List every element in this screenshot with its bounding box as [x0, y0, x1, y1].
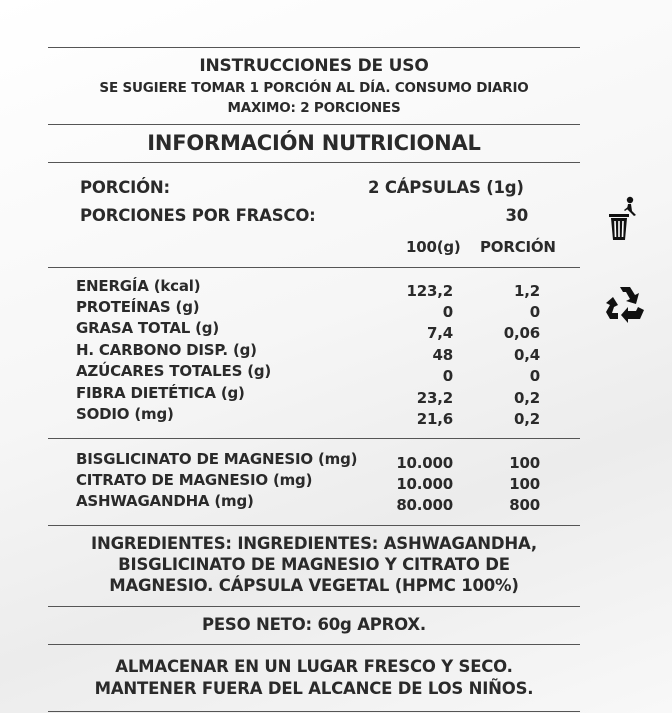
active-portion: 100 [509, 475, 540, 493]
nutrient-per100: 0 [442, 367, 453, 385]
nutrient-name: SODIO (mg) [76, 405, 174, 423]
nutrient-name: FIBRA DIETÉTICA (g) [76, 384, 245, 402]
servings-per-bottle-value: 30 [505, 206, 528, 225]
active-per100: 80.000 [396, 496, 453, 514]
ingredients-line: MAGNESIO. CÁPSULA VEGETAL (HPMC 100%) [109, 576, 519, 595]
active-name: CITRATO DE MAGNESIO (mg) [76, 471, 313, 489]
nutrient-portion: 0 [529, 303, 540, 321]
nutrient-portion: 1,2 [514, 282, 540, 300]
divider [48, 162, 580, 163]
nutrient-name: PROTEÍNAS (g) [76, 298, 200, 316]
nutrient-name: ENERGÍA (kcal) [76, 277, 201, 295]
nutrient-name: H. CARBONO DISP. (g) [76, 341, 257, 359]
nutrition-label [48, 0, 580, 713]
nutrient-portion: 0,4 [514, 346, 540, 364]
divider [48, 124, 580, 125]
serving-label: PORCIÓN: [80, 178, 170, 197]
divider [48, 438, 580, 439]
nutrient-per100: 123,2 [406, 282, 453, 300]
instructions-line: MAXIMO: 2 PORCIONES [227, 100, 401, 116]
nutrient-per100: 0 [442, 303, 453, 321]
active-portion: 800 [509, 496, 540, 514]
active-per100: 10.000 [396, 475, 453, 493]
ingredients-line: INGREDIENTES: INGREDIENTES: ASHWAGANDHA, [91, 534, 537, 553]
divider [48, 606, 580, 607]
nutrient-portion: 0,06 [503, 324, 540, 342]
nutrient-per100: 7,4 [427, 324, 453, 342]
nutrient-per100: 48 [432, 346, 453, 364]
serving-value: 2 CÁPSULAS (1g) [368, 178, 524, 197]
active-name: ASHWAGANDHA (mg) [76, 492, 254, 510]
nutrient-name: GRASA TOTAL (g) [76, 319, 219, 337]
net-weight: PESO NETO: 60g APROX. [201, 615, 427, 634]
storage-line: ALMACENAR EN UN LUGAR FRESCO Y SECO. [115, 657, 513, 676]
nutrient-portion: 0 [529, 367, 540, 385]
column-header-portion: PORCIÓN [480, 238, 556, 256]
divider [48, 711, 580, 712]
divider [48, 267, 580, 268]
nutrient-portion: 0,2 [514, 389, 540, 407]
servings-per-bottle-label: PORCIONES POR FRASCO: [80, 206, 316, 225]
nutrient-portion: 0,2 [514, 410, 540, 428]
storage-line: MANTENER FUERA DEL ALCANCE DE LOS NIÑOS. [94, 679, 534, 698]
nutrient-per100: 21,6 [416, 410, 453, 428]
active-per100: 10.000 [396, 454, 453, 472]
recycle-icon [604, 283, 648, 327]
active-name: BISGLICINATO DE MAGNESIO (mg) [76, 450, 358, 468]
nutrition-info-title: INFORMACIÓN NUTRICIONAL [147, 131, 481, 155]
nutrient-per100: 23,2 [416, 389, 453, 407]
divider [48, 47, 580, 48]
instructions-line: SE SUGIERE TOMAR 1 PORCIÓN AL DÍA. CONSUMO DIARIO [99, 80, 529, 96]
trash-bin-icon [605, 196, 641, 242]
divider [48, 644, 580, 645]
active-portion: 100 [509, 454, 540, 472]
nutrient-name: AZÚCARES TOTALES (g) [76, 362, 272, 380]
column-header-per100: 100(g) [406, 238, 461, 256]
ingredients-line: BISGLICINATO DE MAGNESIO Y CITRATO DE [118, 555, 510, 574]
divider [48, 525, 580, 526]
instructions-title: INSTRUCCIONES DE USO [199, 56, 429, 76]
